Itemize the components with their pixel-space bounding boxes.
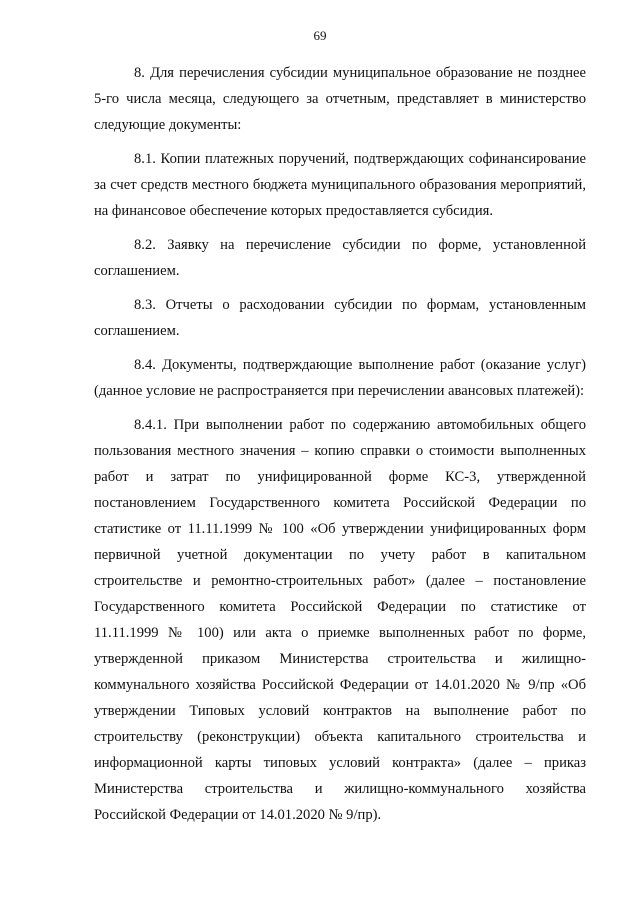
paragraph-8-3: 8.3. Отчеты о расходовании субсидии по формам, установленным соглашением. — [94, 297, 586, 339]
paragraph-8: 8. Для перечисления субсидии муниципальное образование не позднее 5-го числа месяца, следующего за отчетным, представляет в министерство следующие документы: — [94, 65, 586, 133]
paragraph-8-1: 8.1. Копии платежных поручений, подтверждающих софинансирование за счет средств местного бюджета муниципального образования мероприятий, на финансовое обеспечение которых предоставляется субсидия. — [94, 151, 586, 219]
paragraph-8-4: 8.4. Документы, подтверждающие выполнение работ (оказание услуг) (данное условие не распространяется при перечислении авансовых платежей): — [94, 357, 586, 399]
document-body — [94, 60, 586, 836]
paragraph-8-2: 8.2. Заявку на перечисление субсидии по форме, установленной соглашением. — [94, 237, 586, 279]
paragraph-8-4-1: 8.4.1. При выполнении работ по содержанию автомобильных общего пользования местного значения – копию справки о стоимости выполненных работ и затрат по унифицированной форме КС-3, утвержденной постановлением Государственного комитета Российской Федерации по статистике от 11.11.1999 № 100 «Об утверждении унифицированных форм первичной учетной документации по учету работ в капитальном строительстве и ремонтно-строительных работ» (далее – постановление Государственного комитета Российской Федерации по статистике от 11.11.1999 № 100) или акта о приемке выполненных работ по форме, утвержденной приказом Министерства строительства и жилищно-коммунального хозяйства Российской Федерации от 14.01.2020 № 9/пр «Об утверждении Типовых условий контрактов на выполнение работ по строительству (реконструкции) объекта капитального строительства и информационной карты типовых условий контракта» (далее – приказ Министерства строительства и жилищно-коммунального хозяйства Российской Федерации от 14.01.2020 № 9/пр). — [94, 417, 586, 823]
page-number: 69 — [313, 28, 327, 43]
